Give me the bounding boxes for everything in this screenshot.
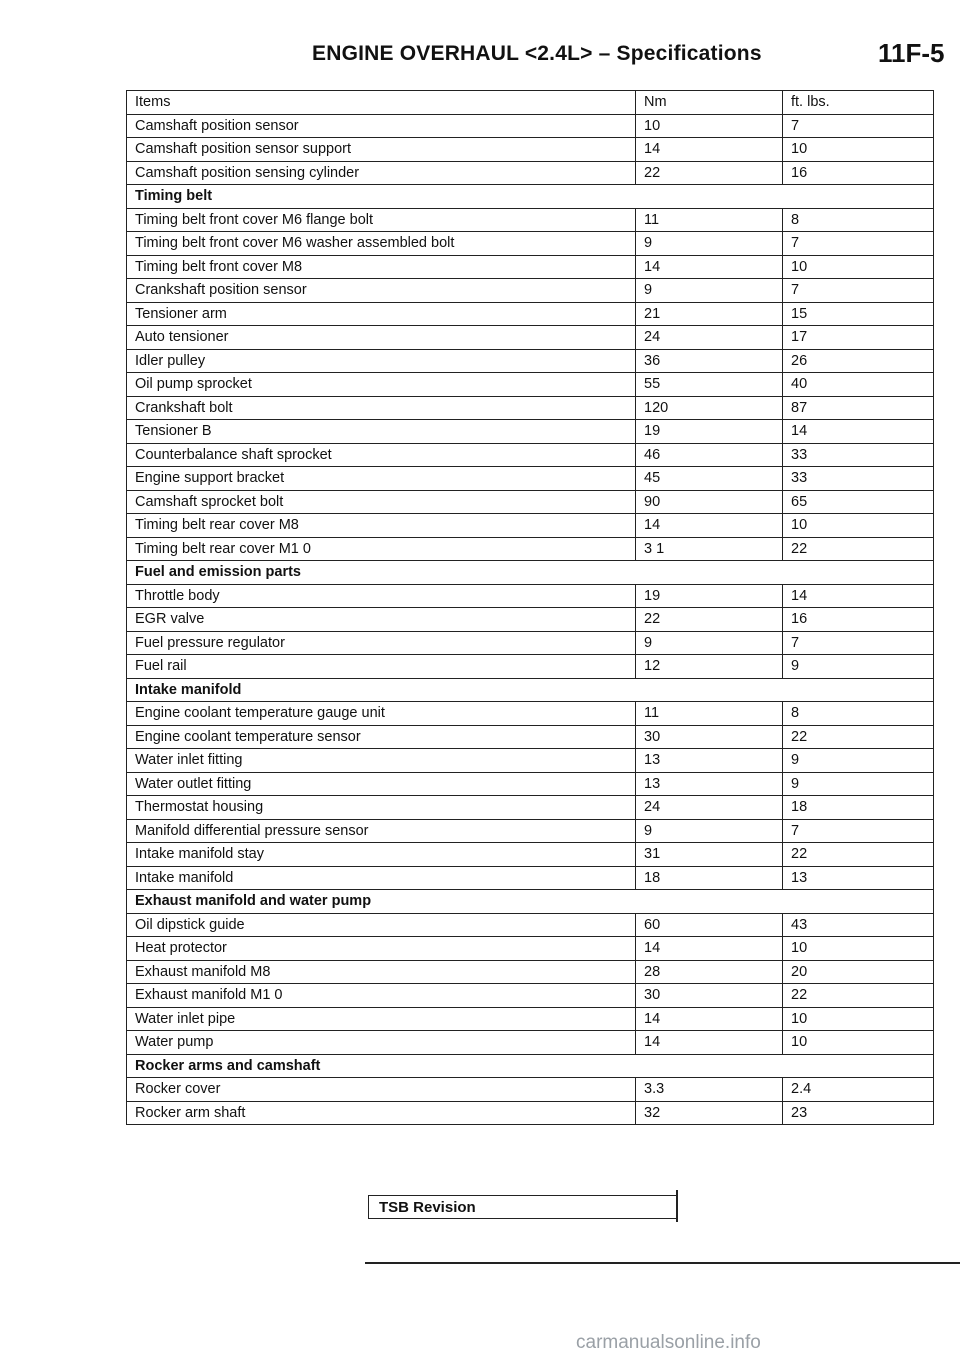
- table-row: [127, 161, 934, 185]
- item-name-cell: Counterbalance shaft sprocket: [127, 443, 636, 467]
- table-row: [127, 208, 934, 232]
- torque-nm-cell: 13: [636, 772, 783, 796]
- section-row: [127, 678, 934, 702]
- torque-nm-cell: 14: [636, 1031, 783, 1055]
- torque-ftlbs-cell: 22: [783, 843, 934, 867]
- item-name-cell: Auto tensioner: [127, 326, 636, 350]
- torque-nm-cell: 46: [636, 443, 783, 467]
- torque-ftlbs-cell: 16: [783, 161, 934, 185]
- item-name-cell: Intake manifold: [127, 866, 636, 890]
- section-row: [127, 561, 934, 585]
- page-title: ENGINE OVERHAUL <2.4L> – Specifications: [312, 42, 762, 65]
- item-name-cell: Manifold differential pressure sensor: [127, 819, 636, 843]
- section-heading: Intake manifold: [127, 678, 934, 702]
- item-name-cell: Heat protector: [127, 937, 636, 961]
- torque-ftlbs-cell: 16: [783, 608, 934, 632]
- torque-nm-cell: 12: [636, 655, 783, 679]
- item-name-cell: Throttle body: [127, 584, 636, 608]
- item-name-cell: Timing belt front cover M8: [127, 255, 636, 279]
- torque-nm-cell: 10: [636, 114, 783, 138]
- section-heading: Fuel and emission parts: [127, 561, 934, 585]
- torque-ftlbs-cell: 9: [783, 772, 934, 796]
- table-row: [127, 1101, 934, 1125]
- torque-nm-cell: 28: [636, 960, 783, 984]
- torque-nm-cell: 30: [636, 984, 783, 1008]
- table-row: [127, 913, 934, 937]
- table-row: [127, 937, 934, 961]
- item-name-cell: Exhaust manifold M8: [127, 960, 636, 984]
- torque-ftlbs-cell: 87: [783, 396, 934, 420]
- item-name-cell: Water inlet pipe: [127, 1007, 636, 1031]
- item-name-cell: Water outlet fitting: [127, 772, 636, 796]
- table-row: [127, 749, 934, 773]
- table-row: [127, 1031, 934, 1055]
- table-row: [127, 490, 934, 514]
- item-name-cell: Camshaft position sensing cylinder: [127, 161, 636, 185]
- torque-nm-cell: 120: [636, 396, 783, 420]
- torque-nm-cell: 9: [636, 232, 783, 256]
- item-name-cell: Exhaust manifold M1 0: [127, 984, 636, 1008]
- torque-ftlbs-cell: 9: [783, 749, 934, 773]
- column-header-items: Items: [127, 91, 636, 115]
- torque-ftlbs-cell: 26: [783, 349, 934, 373]
- torque-nm-cell: 31: [636, 843, 783, 867]
- torque-nm-cell: 24: [636, 326, 783, 350]
- torque-ftlbs-cell: 8: [783, 208, 934, 232]
- item-name-cell: Fuel pressure regulator: [127, 631, 636, 655]
- torque-ftlbs-cell: 18: [783, 796, 934, 820]
- torque-ftlbs-cell: 7: [783, 631, 934, 655]
- column-header-nm: Nm: [636, 91, 783, 115]
- item-name-cell: Water pump: [127, 1031, 636, 1055]
- torque-nm-cell: 90: [636, 490, 783, 514]
- site-watermark: carmanualsonline.info: [576, 1332, 761, 1353]
- torque-nm-cell: 21: [636, 302, 783, 326]
- torque-nm-cell: 30: [636, 725, 783, 749]
- item-name-cell: Rocker cover: [127, 1078, 636, 1102]
- table-row: [127, 373, 934, 397]
- item-name-cell: Fuel rail: [127, 655, 636, 679]
- item-name-cell: Timing belt rear cover M1 0: [127, 537, 636, 561]
- torque-nm-cell: 19: [636, 420, 783, 444]
- torque-ftlbs-cell: 15: [783, 302, 934, 326]
- table-row: [127, 1007, 934, 1031]
- torque-ftlbs-cell: 10: [783, 514, 934, 538]
- table-row: [127, 772, 934, 796]
- torque-nm-cell: 14: [636, 255, 783, 279]
- torque-ftlbs-cell: 7: [783, 114, 934, 138]
- item-name-cell: Tensioner arm: [127, 302, 636, 326]
- table-row: [127, 796, 934, 820]
- section-row: [127, 185, 934, 209]
- section-row: [127, 1054, 934, 1078]
- item-name-cell: Crankshaft bolt: [127, 396, 636, 420]
- tsb-box-divider: [676, 1190, 678, 1222]
- torque-ftlbs-cell: 22: [783, 984, 934, 1008]
- torque-nm-cell: 22: [636, 161, 783, 185]
- torque-nm-cell: 32: [636, 1101, 783, 1125]
- page-number: 11F-5: [878, 38, 945, 68]
- item-name-cell: EGR valve: [127, 608, 636, 632]
- torque-ftlbs-cell: 10: [783, 1007, 934, 1031]
- torque-nm-cell: 3.3: [636, 1078, 783, 1102]
- table-row: [127, 1078, 934, 1102]
- torque-ftlbs-cell: 7: [783, 279, 934, 303]
- torque-nm-cell: 22: [636, 608, 783, 632]
- item-name-cell: Oil dipstick guide: [127, 913, 636, 937]
- tsb-revision-box: TSB Revision: [368, 1195, 678, 1219]
- table-row: [127, 608, 934, 632]
- torque-nm-cell: 45: [636, 467, 783, 491]
- table-row: [127, 302, 934, 326]
- torque-ftlbs-cell: 7: [783, 819, 934, 843]
- torque-nm-cell: 36: [636, 349, 783, 373]
- torque-ftlbs-cell: 10: [783, 255, 934, 279]
- torque-nm-cell: 11: [636, 702, 783, 726]
- table-row: [127, 255, 934, 279]
- table-row: [127, 420, 934, 444]
- item-name-cell: Intake manifold stay: [127, 843, 636, 867]
- torque-nm-cell: 3 1: [636, 537, 783, 561]
- torque-nm-cell: 11: [636, 208, 783, 232]
- torque-nm-cell: 14: [636, 514, 783, 538]
- item-name-cell: Engine coolant temperature gauge unit: [127, 702, 636, 726]
- table-row: [127, 631, 934, 655]
- torque-ftlbs-cell: 14: [783, 420, 934, 444]
- torque-ftlbs-cell: 23: [783, 1101, 934, 1125]
- item-name-cell: Engine coolant temperature sensor: [127, 725, 636, 749]
- item-name-cell: Timing belt front cover M6 flange bolt: [127, 208, 636, 232]
- torque-nm-cell: 19: [636, 584, 783, 608]
- item-name-cell: Rocker arm shaft: [127, 1101, 636, 1125]
- item-name-cell: Engine support bracket: [127, 467, 636, 491]
- torque-ftlbs-cell: 10: [783, 1031, 934, 1055]
- table-row: [127, 467, 934, 491]
- table-header-row: [127, 91, 934, 115]
- section-heading: Timing belt: [127, 185, 934, 209]
- torque-ftlbs-cell: 9: [783, 655, 934, 679]
- item-name-cell: Timing belt rear cover M8: [127, 514, 636, 538]
- item-name-cell: Timing belt front cover M6 washer assembled bolt: [127, 232, 636, 256]
- torque-nm-cell: 60: [636, 913, 783, 937]
- section-heading: Rocker arms and camshaft: [127, 1054, 934, 1078]
- torque-ftlbs-cell: 65: [783, 490, 934, 514]
- torque-nm-cell: 9: [636, 631, 783, 655]
- torque-nm-cell: 13: [636, 749, 783, 773]
- footer-rule: [365, 1262, 960, 1264]
- torque-nm-cell: 14: [636, 937, 783, 961]
- torque-ftlbs-cell: 43: [783, 913, 934, 937]
- table-row: [127, 984, 934, 1008]
- torque-nm-cell: 9: [636, 819, 783, 843]
- section-row: [127, 890, 934, 914]
- table-row: [127, 960, 934, 984]
- torque-ftlbs-cell: 10: [783, 937, 934, 961]
- table-row: [127, 702, 934, 726]
- item-name-cell: Thermostat housing: [127, 796, 636, 820]
- item-name-cell: Idler pulley: [127, 349, 636, 373]
- torque-ftlbs-cell: 33: [783, 443, 934, 467]
- item-name-cell: Camshaft position sensor support: [127, 138, 636, 162]
- section-heading: Exhaust manifold and water pump: [127, 890, 934, 914]
- item-name-cell: Crankshaft position sensor: [127, 279, 636, 303]
- table-row: [127, 443, 934, 467]
- item-name-cell: Oil pump sprocket: [127, 373, 636, 397]
- table-row: [127, 819, 934, 843]
- item-name-cell: Camshaft sprocket bolt: [127, 490, 636, 514]
- torque-ftlbs-cell: 22: [783, 725, 934, 749]
- torque-ftlbs-cell: 20: [783, 960, 934, 984]
- table-row: [127, 232, 934, 256]
- table-row: [127, 279, 934, 303]
- torque-ftlbs-cell: 2.4: [783, 1078, 934, 1102]
- table-row: [127, 114, 934, 138]
- torque-ftlbs-cell: 8: [783, 702, 934, 726]
- item-name-cell: Water inlet fitting: [127, 749, 636, 773]
- table-row: [127, 138, 934, 162]
- item-name-cell: Tensioner B: [127, 420, 636, 444]
- torque-nm-cell: 14: [636, 1007, 783, 1031]
- torque-ftlbs-cell: 14: [783, 584, 934, 608]
- table-row: [127, 514, 934, 538]
- table-row: [127, 584, 934, 608]
- table-row: [127, 843, 934, 867]
- torque-ftlbs-cell: 13: [783, 866, 934, 890]
- table-row: [127, 655, 934, 679]
- torque-ftlbs-cell: 40: [783, 373, 934, 397]
- torque-nm-cell: 18: [636, 866, 783, 890]
- torque-nm-cell: 55: [636, 373, 783, 397]
- torque-nm-cell: 9: [636, 279, 783, 303]
- table-row: [127, 866, 934, 890]
- torque-nm-cell: 14: [636, 138, 783, 162]
- torque-ftlbs-cell: 33: [783, 467, 934, 491]
- torque-ftlbs-cell: 22: [783, 537, 934, 561]
- torque-ftlbs-cell: 7: [783, 232, 934, 256]
- torque-ftlbs-cell: 10: [783, 138, 934, 162]
- table-row: [127, 326, 934, 350]
- torque-ftlbs-cell: 17: [783, 326, 934, 350]
- column-header-ft-lbs: ft. lbs.: [783, 91, 934, 115]
- table-row: [127, 725, 934, 749]
- item-name-cell: Camshaft position sensor: [127, 114, 636, 138]
- table-row: [127, 396, 934, 420]
- table-row: [127, 537, 934, 561]
- torque-nm-cell: 24: [636, 796, 783, 820]
- specifications-table: [126, 90, 934, 1125]
- table-row: [127, 349, 934, 373]
